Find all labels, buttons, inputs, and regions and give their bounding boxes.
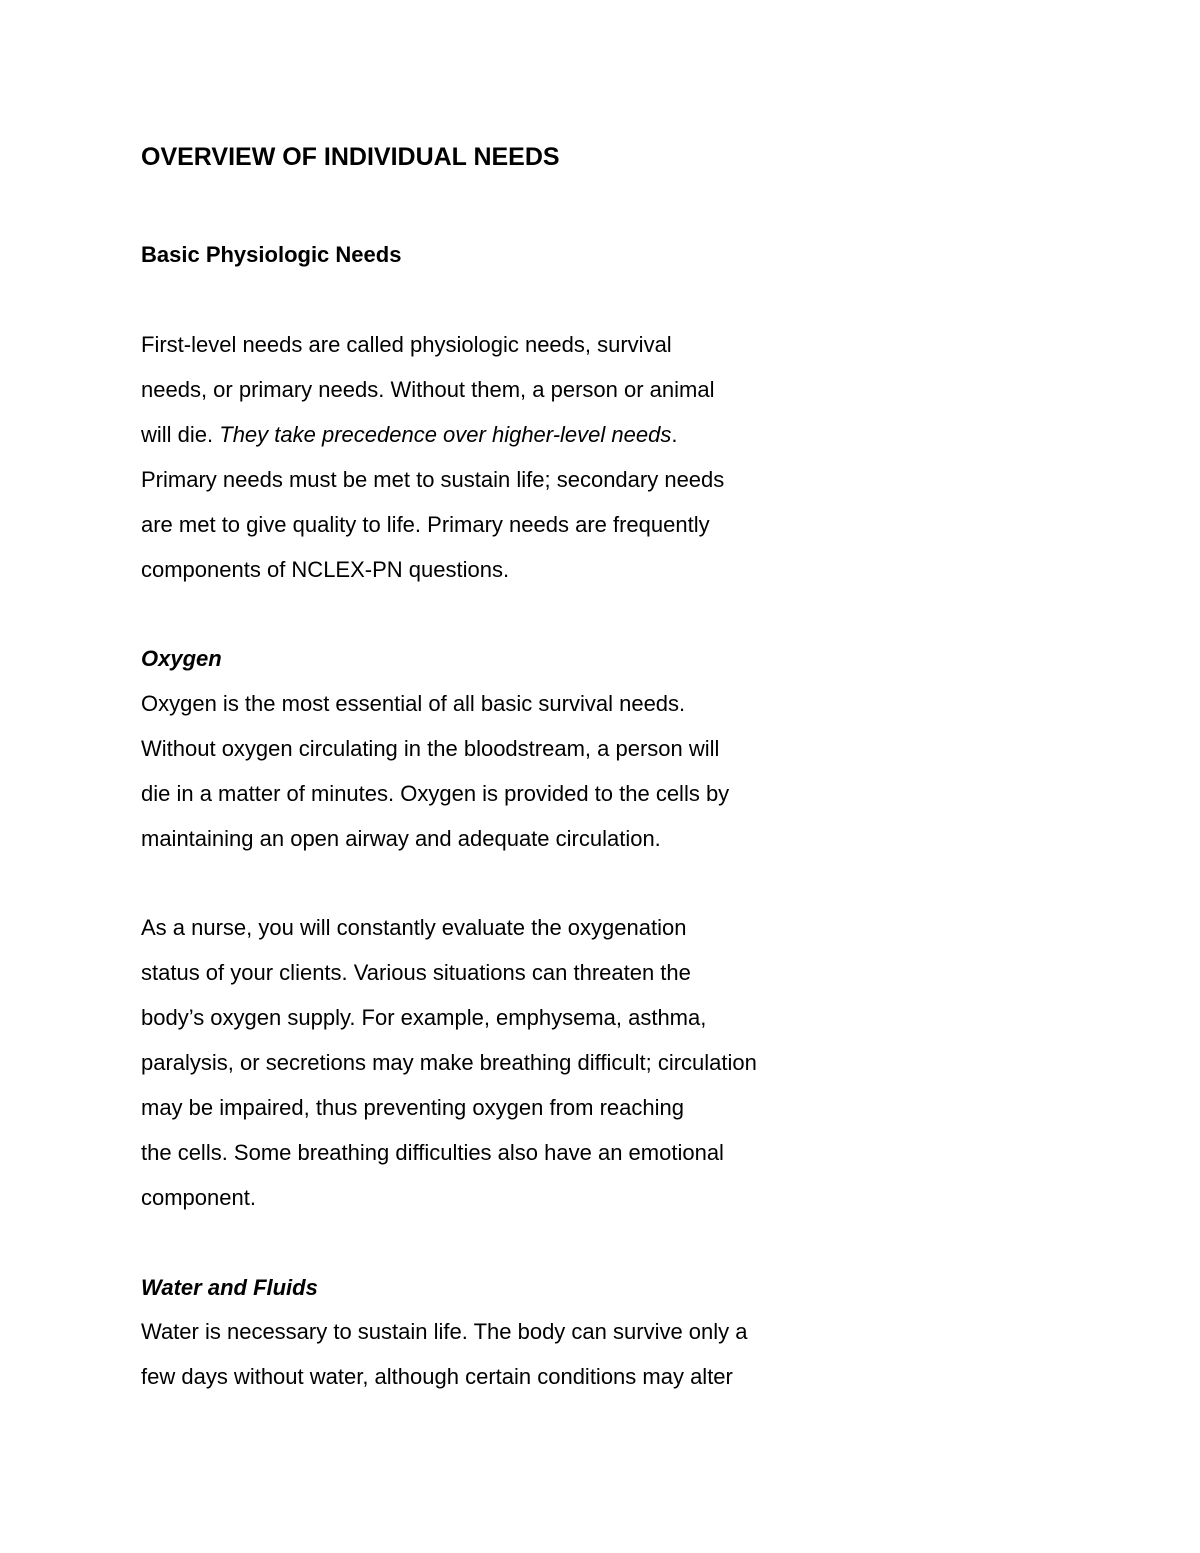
oxygen-p1-line-4: maintaining an open airway and adequate circulation. (141, 826, 661, 851)
intro-line-4: Primary needs must be met to sustain life; secondary needs (141, 467, 725, 492)
oxygen-p2-line-6: the cells. Some breathing difficulties also have an emotional (141, 1140, 724, 1165)
oxygen-p1-line-3: die in a matter of minutes. Oxygen is provided to the cells by (141, 781, 730, 806)
water-line-2: few days without water, although certain conditions may alter (141, 1364, 733, 1389)
intro-line-3 (141, 422, 841, 448)
intro-line-1: First-level needs are called physiologic needs, survival (141, 332, 672, 357)
intro-line-6: components of NCLEX-PN questions. (141, 557, 510, 582)
water-line-1: Water is necessary to sustain life. The body can survive only a (141, 1319, 748, 1344)
oxygen-p2-line-2: status of your clients. Various situations can threaten the (141, 960, 691, 985)
water-heading: Water and Fluids (141, 1275, 318, 1300)
oxygen-p1-line-1: Oxygen is the most essential of all basic survival needs. (141, 691, 686, 716)
section-heading: Basic Physiologic Needs (141, 242, 402, 267)
intro-line-3-emphasis: They take precedence over higher-level needs (219, 422, 672, 447)
intro-line-3-suffix: . (671, 422, 678, 447)
oxygen-p2-line-7: component. (141, 1185, 256, 1210)
oxygen-heading: Oxygen (141, 646, 222, 671)
page-title: OVERVIEW OF INDIVIDUAL NEEDS (141, 143, 560, 171)
intro-line-3-prefix: will die. (141, 422, 220, 447)
oxygen-p2-line-4: paralysis, or secretions may make breathing difficult; circulation (141, 1050, 757, 1075)
oxygen-p2-line-5: may be impaired, thus preventing oxygen from reaching (141, 1095, 684, 1120)
intro-line-5: are met to give quality to life. Primary needs are frequently (141, 512, 710, 537)
oxygen-p2-line-1: As a nurse, you will constantly evaluate the oxygenation (141, 915, 687, 940)
oxygen-p2-line-3: body’s oxygen supply. For example, emphysema, asthma, (141, 1005, 707, 1030)
oxygen-p1-line-2: Without oxygen circulating in the bloodstream, a person will (141, 736, 720, 761)
intro-line-2: needs, or primary needs. Without them, a person or animal (141, 377, 715, 402)
